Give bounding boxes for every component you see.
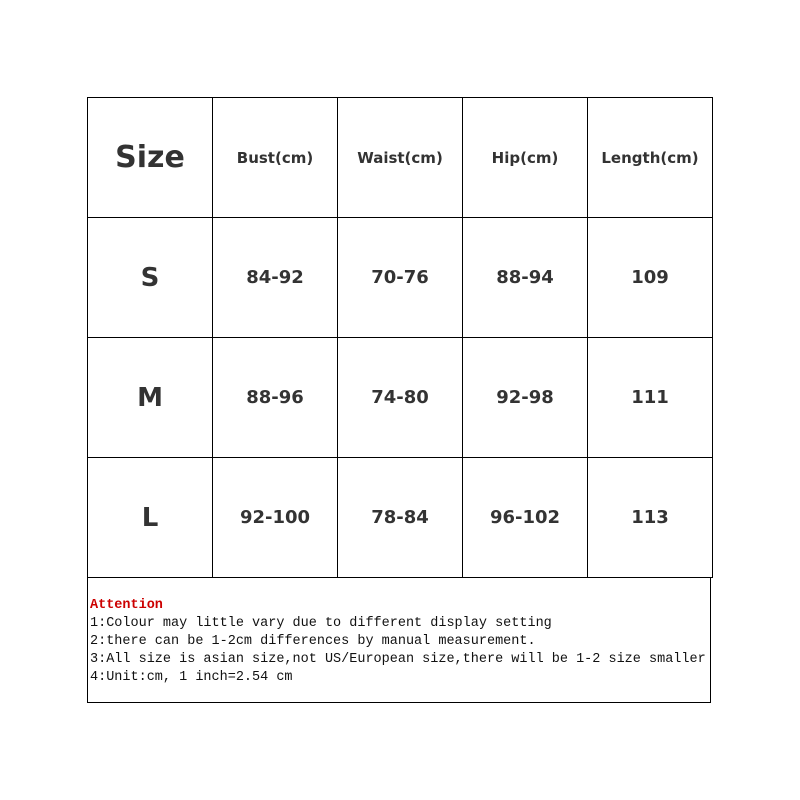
note-line: 4:Unit:cm, 1 inch=2.54 cm (90, 670, 293, 685)
table-row (88, 458, 713, 578)
note-line: 1:Colour may little vary due to different display setting (90, 616, 552, 631)
attention-notes (87, 577, 711, 703)
length-cell: 111 (588, 338, 713, 458)
waist-cell: 74-80 (338, 338, 463, 458)
header-hip: Hip(cm) (463, 98, 588, 218)
length-cell: 109 (588, 218, 713, 338)
bust-cell: 84-92 (213, 218, 338, 338)
size-chart-table (87, 97, 713, 578)
hip-cell: 96-102 (463, 458, 588, 578)
waist-cell: 70-76 (338, 218, 463, 338)
attention-title: Attention (90, 598, 163, 613)
bust-cell: 88-96 (213, 338, 338, 458)
size-cell: L (88, 458, 213, 578)
hip-cell: 88-94 (463, 218, 588, 338)
header-bust: Bust(cm) (213, 98, 338, 218)
note-line: 3:All size is asian size,not US/European size,there will be 1-2 size smaller (90, 652, 706, 667)
header-waist: Waist(cm) (338, 98, 463, 218)
size-cell: S (88, 218, 213, 338)
header-length: Length(cm) (588, 98, 713, 218)
length-cell: 113 (588, 458, 713, 578)
header-size: Size (88, 98, 213, 218)
hip-cell: 92-98 (463, 338, 588, 458)
size-cell: M (88, 338, 213, 458)
table-row (88, 338, 713, 458)
header-row (88, 98, 713, 218)
waist-cell: 78-84 (338, 458, 463, 578)
bust-cell: 92-100 (213, 458, 338, 578)
note-line: 2:there can be 1-2cm differences by manual measurement. (90, 634, 536, 649)
table-row (88, 218, 713, 338)
